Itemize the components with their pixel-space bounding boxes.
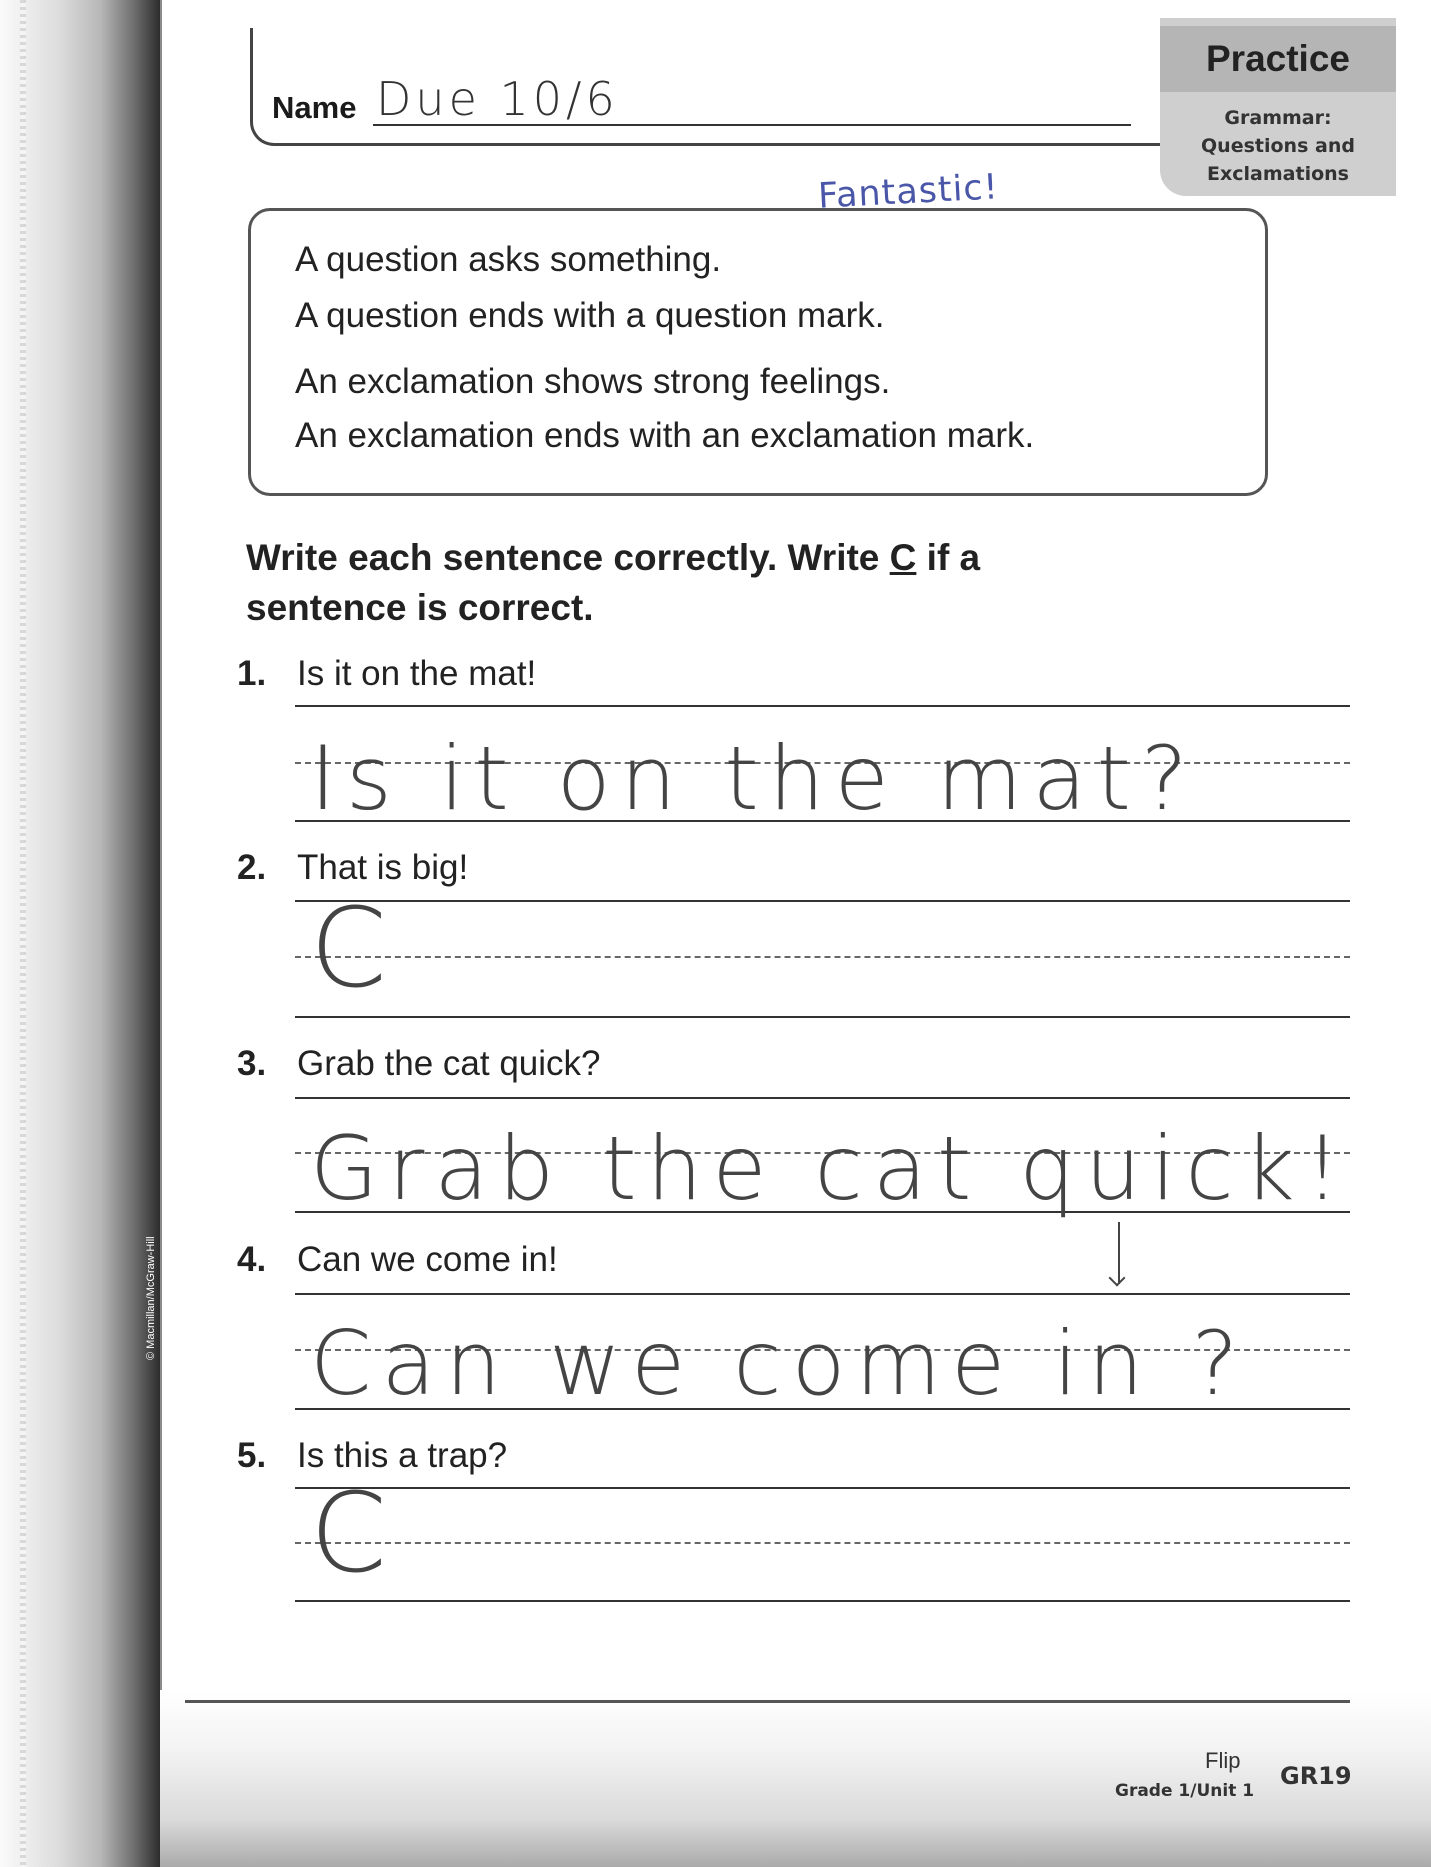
footer-grade: Grade 1/Unit 1 (1115, 1781, 1255, 1801)
item-answer: Can we come in ? (310, 1312, 1249, 1415)
item-number: 4. (237, 1240, 267, 1279)
item-answer: C (310, 1469, 387, 1597)
item-answer: Is it on the mat? (310, 727, 1198, 830)
name-label: Name (272, 90, 357, 125)
item-number: 2. (237, 848, 267, 887)
name-handwriting: Due 10/6 (376, 72, 619, 126)
instructions-letter: C (889, 537, 917, 578)
writing-line-top (295, 1097, 1350, 1099)
writing-line-top (295, 900, 1350, 902)
rule-line: A question ends with a question mark. (295, 296, 885, 335)
tab-subtitle-line: Questions and (1201, 135, 1355, 157)
item-prompt: Is it on the mat! (297, 654, 537, 693)
writing-line-mid (295, 1542, 1350, 1544)
practice-tab-subtitle (1160, 104, 1396, 188)
footer-rule (185, 1700, 1350, 1703)
rule-line: An exclamation ends with an exclamation mark. (295, 416, 1035, 455)
tab-subtitle-line: Grammar: (1224, 107, 1332, 129)
item-number: 1. (237, 654, 267, 693)
writing-line-top (295, 705, 1350, 707)
teacher-comment: Fantastic! (817, 167, 1000, 217)
item-answer: Grab the cat quick! (310, 1117, 1351, 1220)
item-prompt: Grab the cat quick? (297, 1044, 601, 1083)
writing-line-bottom (295, 1600, 1350, 1602)
instructions-part2: if a sentence is correct. (246, 537, 981, 628)
writing-line-mid (295, 956, 1350, 958)
item-prompt: Is this a trap? (297, 1436, 508, 1475)
footer-flip: Flip (1205, 1748, 1241, 1773)
correction-arrow (1118, 1222, 1120, 1284)
copyright-notice: © Macmillan/McGraw-Hill (145, 1236, 157, 1360)
writing-line-bottom (295, 1016, 1350, 1018)
footer-page-code: GR19 (1280, 1762, 1352, 1790)
writing-line-top (295, 1487, 1350, 1489)
rule-line: A question asks something. (295, 240, 722, 279)
writing-line-top (295, 1293, 1350, 1295)
item-answer: C (310, 884, 387, 1012)
instructions (246, 533, 1146, 633)
rule-line: An exclamation shows strong feelings. (295, 362, 891, 401)
item-number: 5. (237, 1436, 267, 1475)
binding-shadow (0, 0, 160, 1867)
page-bottom-shadow (160, 1690, 1431, 1867)
tab-subtitle-line: Exclamations (1207, 163, 1349, 185)
practice-tab-title: Practice (1160, 26, 1396, 92)
instructions-part1: Write each sentence correctly. Write (246, 537, 890, 578)
practice-tab (1160, 18, 1396, 196)
item-prompt: That is big! (297, 848, 469, 887)
item-prompt: Can we come in! (297, 1240, 558, 1279)
item-number: 3. (237, 1044, 267, 1083)
